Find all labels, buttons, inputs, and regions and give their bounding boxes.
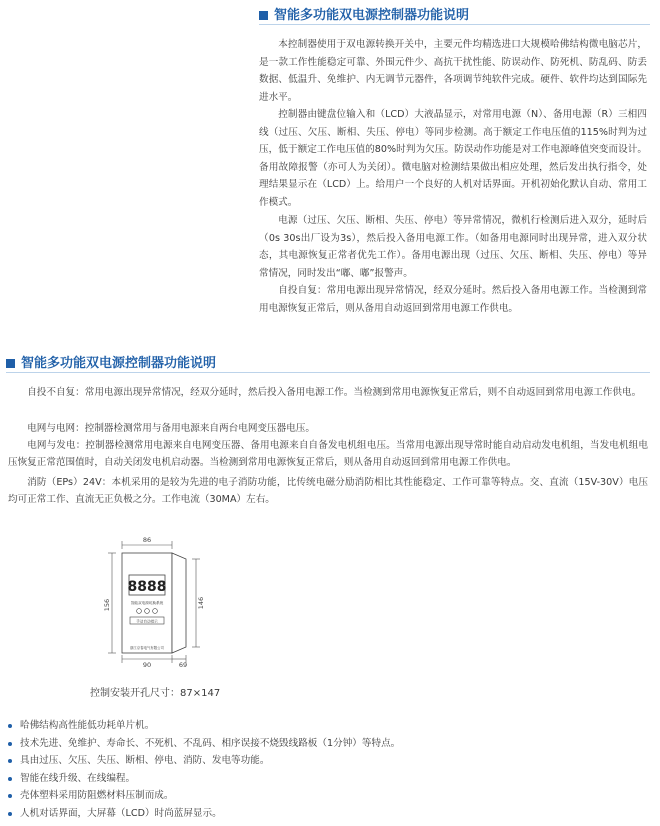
- section2-title: 智能多功能双电源控制器功能说明: [6, 352, 216, 371]
- section1-paragraph: 电源（过压、欠压、断相、失压、停电）等异常情况，微机行检测后进入双分，延时后（0s 30s出厂设为3s），然后投入备用电源工作。（如备用电源同时出现异常，进入双分状态，其电源恢复正常者优先工作）。备用电源出现（过压、欠压、断相、失压、停电）等异常情况，同时发出“嘟、嘟”报警声。: [259, 215, 647, 279]
- mode-label-text: 手动自动指示: [136, 619, 158, 624]
- bullet-dot-icon: [8, 794, 12, 798]
- list-item: 智能在线升级、在线编程。: [0, 770, 650, 788]
- device-side-body: [172, 553, 186, 653]
- list-item: 技术先进、免维护、寿命长、不死机、不乱码、相序误接不烧毁线路板（1分钟）等特点。: [0, 735, 650, 753]
- device-dimension-diagram: [100, 535, 220, 675]
- led-digits: 8888: [127, 579, 167, 595]
- bullet-dot-icon: [8, 742, 12, 746]
- dim-right-label: 146: [197, 596, 205, 610]
- section1-paragraph: 控制器由键盘位输入和（LCD）大液晶显示，对常用电源（N）、备用电源（R）三相四线（过压、欠压、断相、失压、停电）等同步检测。高于额定工作电压值的115%时判为过压，低于额定工作电压值的80%时判为欠压。防误动作功能是对工作电源峰值突变而设计。备用故障报警（亦可人为关闭）。微电脑对检测结果做出相应处理，然后发出执行指令，处理结果显示在（LCD）上。给用户一个良好的人机对话界面。开机初始化默认自动、常用工作模式。: [259, 109, 647, 208]
- section1-paragraph: 自投自复：常用电源出现异常情况，经双分延时。然后投入备用电源工作。当检测到常用电源恢复正常后，则从备用自动返回到常用电源工作供电。: [259, 285, 647, 314]
- square-bullet-icon: [259, 11, 268, 20]
- list-item: 哈佛结构高性能低功耗单片机。: [0, 717, 650, 735]
- bullet-dot-icon: [8, 759, 12, 763]
- dim-bottom-side-label: 69: [178, 661, 188, 669]
- list-item: 壳体塑料采用防阻燃材料压制而成。: [0, 787, 650, 805]
- device-name-label: 智能双电源切换系统: [130, 601, 164, 605]
- list-item: 人机对话界面，大屏幕（LCD）时尚蓝屏显示。: [0, 805, 650, 823]
- indicator-button: [153, 609, 158, 614]
- bullet-dot-icon: [8, 777, 12, 781]
- indicator-button: [137, 609, 142, 614]
- section1-paragraph: 本控制器使用于双电源转换开关中，主要元件均精选进口大规模哈佛结构微电脑芯片，是一款工作性能稳定可靠、外围元件少、高抗干扰性能、防误动作、防死机、防乱码、防丢数据、低温升、免维护、内无调节元器件，各项调节纯软件完成。硬件、软件均达到国际先进水平。: [259, 39, 647, 103]
- manufacturer-label: 浙江京春电气有限公司: [130, 646, 164, 650]
- section2-paragraph: 消防（EPs）24V：本机采用的是较为先进的电子消防功能，比传统电磁分励消防相比其性能稳定、工作可靠等特点。交、直流（15V-30V）电压均可正常工作、直流无正负极之分。工作电流（30MA）左右。: [8, 477, 648, 506]
- dim-top-label: 86: [142, 536, 152, 544]
- section1-title: 智能多功能双电源控制器功能说明: [259, 4, 469, 23]
- square-bullet-icon: [6, 359, 15, 368]
- bullet-dot-icon: [8, 724, 12, 728]
- section2-paragraph: 电网与发电：控制器检测常用电源来自电网变压器、备用电源来自自备发电机组电压。当常用电源出现导常时能自动启动发电机组，当发电机组电压恢复正常范围值时，自动关闭发电机启动器。当检测到常用电源恢复正常后，则从备用自动返回到常用电源工作供电。: [8, 440, 648, 469]
- feature-list: [0, 717, 650, 823]
- dim-left-label: 156: [103, 598, 111, 612]
- section2-divider: [6, 372, 650, 373]
- install-cutout-caption: 控制安装开孔尺寸：87×147: [90, 688, 221, 699]
- bullet-dot-icon: [8, 812, 12, 816]
- section1-divider: [259, 24, 650, 25]
- section2-paragraph: 自投不自复：常用电源出现异常情况，经双分延时，然后投入备用电源工作。当检测到常用电源恢复正常后，则不自动返回到常用电源工作供电。: [27, 387, 642, 398]
- dim-bottom-front-label: 90: [142, 661, 152, 669]
- list-item: 具由过压、欠压、失压、断相、停电、消防、发电等功能。: [0, 752, 650, 770]
- indicator-button: [145, 609, 150, 614]
- section2-paragraph: 电网与电网：控制器检测常用与备用电源来自两台电网变压器电压。: [27, 423, 315, 434]
